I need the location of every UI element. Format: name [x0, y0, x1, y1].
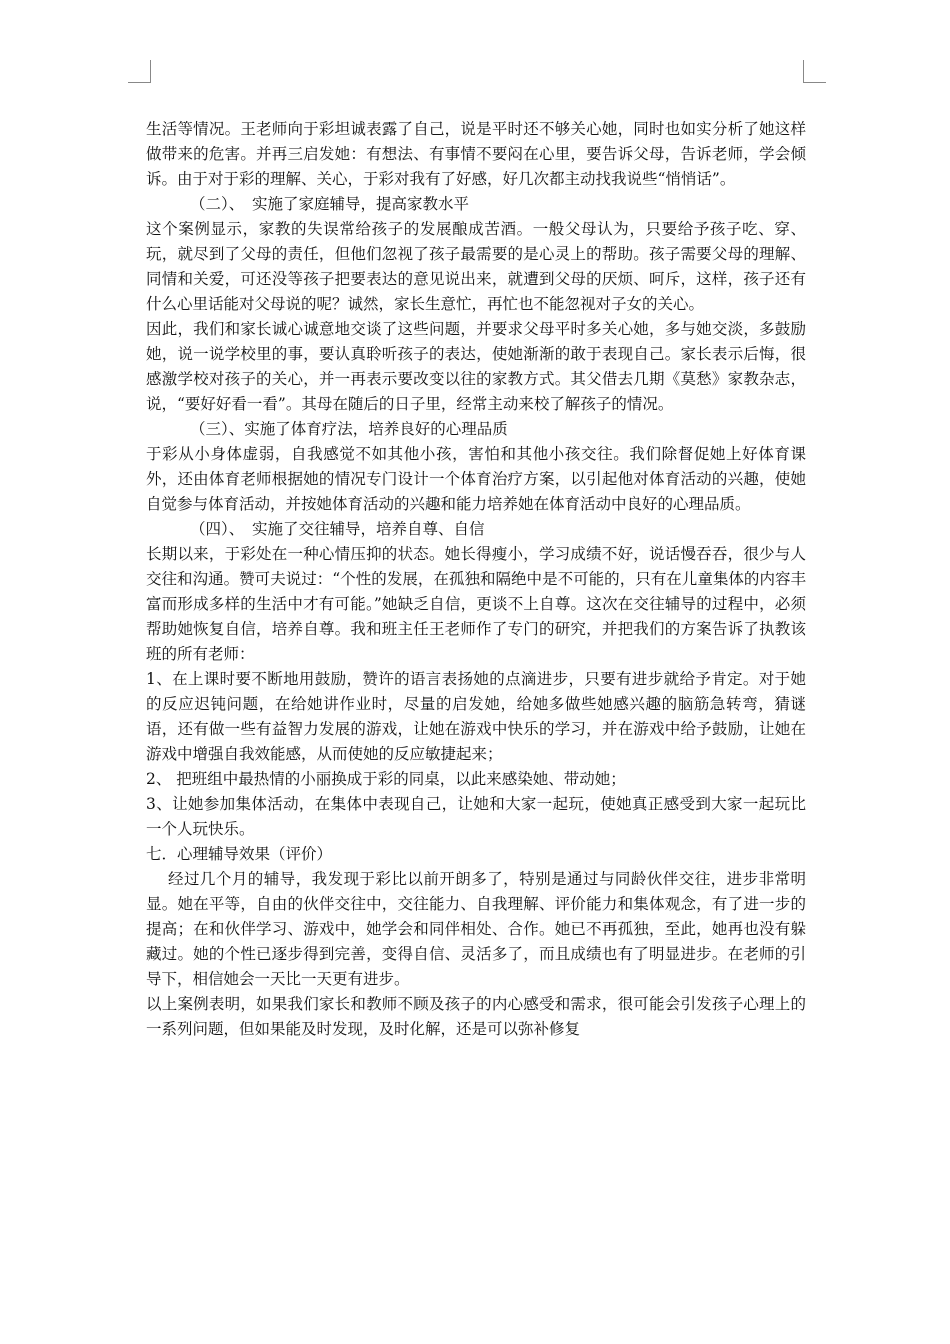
section-heading-2: （二）、 实施了家庭辅导，提高家教水平: [190, 195, 470, 213]
crop-mark-top-left: [128, 60, 151, 83]
document-body: [146, 117, 806, 1042]
list-item-2: 2、 把班组中最热情的小丽换成于彩的同桌，以此来感染她、带动她；: [146, 770, 626, 788]
paragraph-3: 因此，我们和家长诚心诚意地交谈了这些问题，并要求父母平时多关心她，多与她交淡，多鼓励她，说一说学校里的事，要认真聆听孩子的表达，使她渐渐的敢于表现自己。家长表示后悔，很感激学校对孩子的关心，并一再表示要改变以往的家教方式。其父借去几期《莫愁》家教杂志，说，“要好好看一看”。其母在随后的日子里，经常主动来校了解孩子的情况。: [146, 320, 806, 413]
paragraph-4: 于彩从小身体虚弱，自我感觉不如其他小孩，害怕和其他小孩交往。我们除督促她上好体育课外，还由体育老师根据她的情况专门设计一个体育治疗方案，以引起他对体育活动的兴趣，使她自觉参与体育活动，并按她体育活动的兴趣和能力培养她在体育活动中良好的心理品质。: [146, 445, 806, 513]
paragraph-1: 生活等情况。王老师向于彩坦诚表露了自己，说是平时还不够关心她，同时也如实分析了她这样做带来的危害。并再三启发她：有想法、有事情不要闷在心里，要告诉父母，告诉老师，学会倾诉。由于对于彩的理解、关心，于彩对我有了好感，好几次都主动找我说些“悄悄话”。: [146, 120, 806, 188]
section-heading-3: （三）、实施了体育疗法，培养良好的心理品质: [190, 420, 508, 438]
paragraph-6: 经过几个月的辅导，我发现于彩比以前开朗多了，特别是通过与同龄伙伴交往，进步非常明显。她在平等，自由的伙伴交往中，交往能力、自我理解、评价能力和集体观念，有了进一步的提高；在和伙伴学习、游戏中，她学会和同伴相处、合作。她已不再孤独，至此，她再也没有躲藏过。她的个性已逐步得到完善，变得自信、灵活多了，而且成绩也有了明显进步。在老师的引导下，相信她会一天比一天更有进步。: [146, 870, 806, 988]
list-item-3: 3、让她参加集体活动，在集体中表现自己，让她和大家一起玩，使她真正感受到大家一起玩比一个人玩快乐。: [146, 795, 806, 838]
section-heading-7: 七．心理辅导效果（评价）: [146, 845, 333, 863]
paragraph-5: 长期以来，于彩处在一种心情压抑的状态。她长得瘦小，学习成绩不好，说话慢吞吞，很少与人交往和沟通。赞可夫说过：“个性的发展，在孤独和隔绝中是不可能的，只有在儿童集体的内容丰富而形成多样的生活中才有可能。”她缺乏自信，更谈不上自尊。这次在交往辅导的过程中，必须帮助她恢复自信，培养自尊。我和班主任王老师作了专门的研究，并把我们的方案告诉了执教该班的所有老师：: [146, 545, 806, 663]
list-item-1: 1、在上课时要不断地用鼓励，赞许的语言表扬她的点滴进步，只要有进步就给予肯定。对于她的反应迟钝问题，在给她讲作业时，尽量的启发她，给她多做些她感兴趣的脑筋急转弯，猜谜语，还有做一些有益智力发展的游戏，让她在游戏中快乐的学习，并在游戏中给予鼓励，让她在游戏中增强自我效能感，从而使她的反应敏捷起来；: [146, 670, 806, 763]
paragraph-2: 这个案例显示，家教的失误常给孩子的发展酿成苦酒。一般父母认为，只要给予孩子吃、穿、玩，就尽到了父母的责任，但他们忽视了孩子最需要的是心灵上的帮助。孩子需要父母的理解、同情和关爱，可还没等孩子把要表达的意见说出来，就遭到父母的厌烦、呵斥，这样，孩子还有什么心里话能对父母说的呢？诚然，家长生意忙，再忙也不能忽视对子女的关心。: [146, 220, 806, 313]
paragraph-7: 以上案例表明，如果我们家长和教师不顾及孩子的内心感受和需求，很可能会引发孩子心理上的一系列问题，但如果能及时发现，及时化解，还是可以弥补修复: [146, 995, 806, 1038]
section-heading-4: （四）、 实施了交往辅导，培养自尊、自信: [190, 520, 485, 538]
crop-mark-top-right: [803, 60, 826, 83]
